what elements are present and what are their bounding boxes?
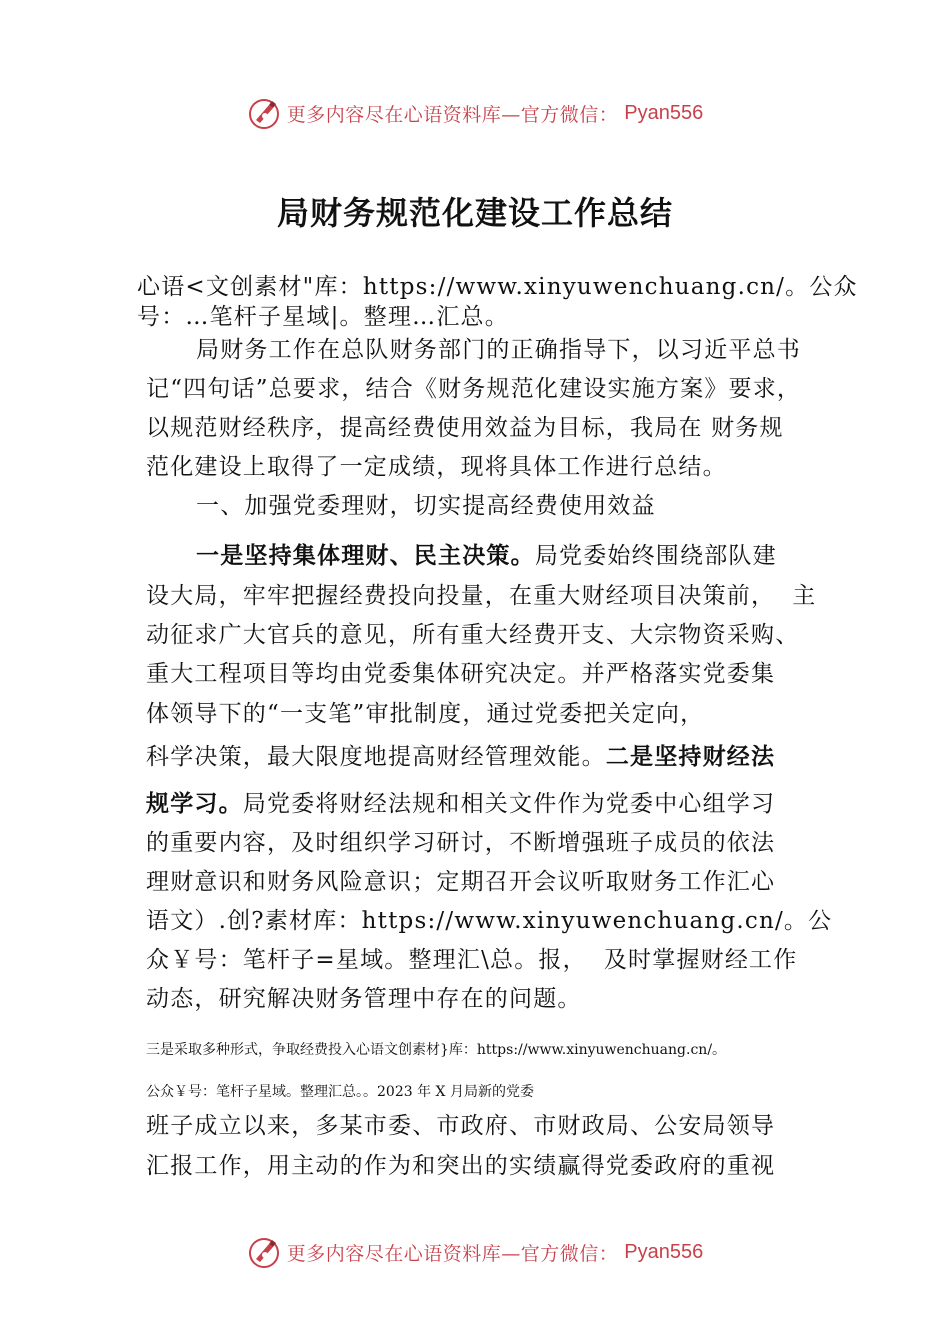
section-heading: 一、加强党委理财，切实提高经费使用效益 — [196, 493, 656, 519]
paragraph-line: 重大工程项目等均由党委集体研究决定。并严格落实党委集 — [146, 661, 776, 687]
paragraph-line: 设大局，牢牢把握经费投向投量，在重大财经项目决策前， 主 — [146, 583, 817, 609]
paragraph-line: 理财意识和财务风险意识；定期召开会议听取财务工作汇心 — [146, 869, 776, 895]
paragraph-line: 体领导下的“一支笔”审批制度，通过党委把关定向， — [146, 701, 705, 727]
paragraph-line: 以规范财经秩序，提高经费使用效益为目标，我局在 财务规 — [146, 415, 784, 441]
watermark-text: 更多内容尽在心语资料库—官方微信： — [286, 1242, 619, 1265]
paragraph-line: 众￥号：笔杆子=星域。整理汇\总。报， 及时掌握财经工作 — [146, 947, 798, 973]
paragraph-line: 规学习。局党委将财经法规和相关文件作为党委中心组学习 — [146, 791, 776, 817]
paragraph-line: 班子成立以来，多某市委、市政府、市财政局、公安局领导 — [146, 1113, 776, 1139]
document-title: 局财务规范化建设工作总结 — [276, 194, 673, 232]
paragraph-line: 的重要内容，及时组织学习研讨，不断增强班子成员的依法 — [146, 830, 776, 856]
paragraph-line: 号：…笔杆子星域|。整理…汇总。 — [137, 304, 509, 330]
footer-watermark — [0, 1232, 950, 1272]
watermark-id: Pyan556 — [624, 101, 704, 124]
watermark-id: Pyan556 — [624, 1240, 704, 1263]
paragraph-line: 一是坚持集体理财、民主决策。局党委始终围绕部队建 — [196, 543, 777, 569]
paragraph-line: 范化建设上取得了一定成绩，现将具体工作进行总结。 — [146, 454, 727, 480]
small-paragraph-line: 公众￥号：笔杆子星域。整理汇总。。2023 年 X 月局新的党委 — [146, 1084, 534, 1100]
bold-lead: 二是坚持财经法 — [605, 744, 776, 770]
paragraph-line: 汇报工作，用主动的作为和突出的实绩赢得党委政府的重视 — [146, 1153, 776, 1179]
bold-lead: 一是坚持集体理财、民主决策。 — [196, 543, 535, 569]
paragraph-line: 局财务工作在总队财务部门的正确指导下，以习近平总书 — [196, 337, 801, 363]
bold-lead: 规学习。 — [146, 791, 243, 817]
paragraph-line: 科学决策，最大限度地提高财经管理效能。二是坚持财经法 — [146, 744, 776, 770]
watermark-text: 更多内容尽在心语资料库—官方微信： — [286, 103, 619, 126]
pen-logo-icon — [247, 1235, 281, 1269]
paragraph-line: 心语<文创素材"库：https://www.xinyuwenchuang.cn/。公众 — [137, 274, 858, 300]
paragraph-line: 记“四句话”总要求，结合《财务规范化建设实施方案》要求， — [146, 376, 802, 402]
paragraph-line: 动态，研究解决财务管理中存在的问题。 — [146, 986, 582, 1012]
header-watermark — [0, 93, 950, 133]
pen-logo-icon — [247, 96, 281, 130]
paragraph-line: 动征求广大官兵的意见，所有重大经费开支、大宗物资采购、 — [146, 622, 800, 648]
small-paragraph-line: 三是采取多种形式，争取经费投入心语文创素材}库：https://www.xinyuwenchuang.cn/。 — [146, 1042, 727, 1058]
paragraph-line: 语文）.创?素材库：https://www.xinyuwenchuang.cn/。公 — [146, 908, 833, 934]
